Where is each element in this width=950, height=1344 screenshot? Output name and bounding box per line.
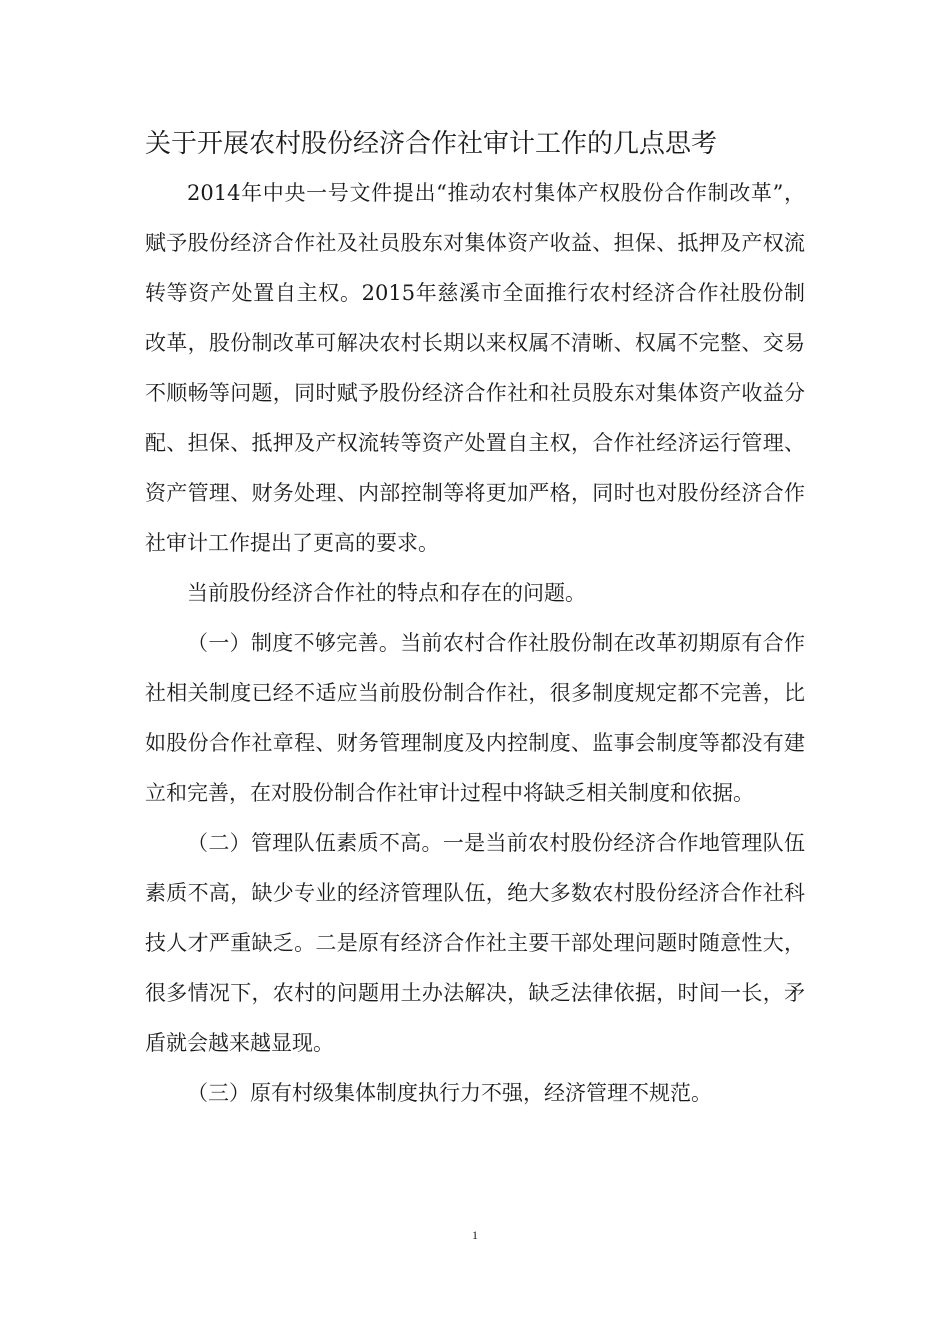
document-body [145,168,805,1118]
paragraph-point-2: （二）管理队伍素质不高。一是当前农村股份经济合作地管理队伍素质不高，缺少专业的经济管理队伍，绝大多数农村股份经济合作社科技人才严重缺乏。二是原有经济合作社主要干部处理问题时随意性大，很多情况下，农村的问题用土办法解决，缺乏法律依据，时间一长，矛盾就会越来越显现。 [145,831,805,1055]
paragraph-point-1: （一）制度不够完善。当前农村合作社股份制在改革初期原有合作社相关制度已经不适应当前股份制合作社，很多制度规定都不完善，比如股份合作社章程、财务管理制度及内控制度、监事会制度等都没有建立和完善，在对股份制合作社审计过程中将缺乏相关制度和依据。 [145,631,805,805]
paragraph-intro: 2014年中央一号文件提出“推动农村集体产权股份合作制改革”，赋予股份经济合作社及社员股东对集体资产收益、担保、抵押及产权流转等资产处置自主权。2015年慈溪市全面推行农村经济合作社股份制改革，股份制改革可解决农村长期以来权属不清晰、权属不完整、交易不顺畅等问题，同时赋予股份经济合作社和社员股东对集体资产收益分配、担保、抵押及产权流转等资产处置自主权，合作社经济运行管理、资产管理、财务处理、内部控制等将更加严格，同时也对股份经济合作社审计工作提出了更高的要求。 [145,181,805,555]
document-title: 关于开展农村股份经济合作社审计工作的几点思考 [145,129,718,159]
paragraph-section-heading: 当前股份经济合作社的特点和存在的问题。 [187,581,586,605]
paragraph-point-3: （三）原有村级集体制度执行力不强，经济管理不规范。 [187,1081,712,1105]
page-number: 1 [472,1228,478,1242]
